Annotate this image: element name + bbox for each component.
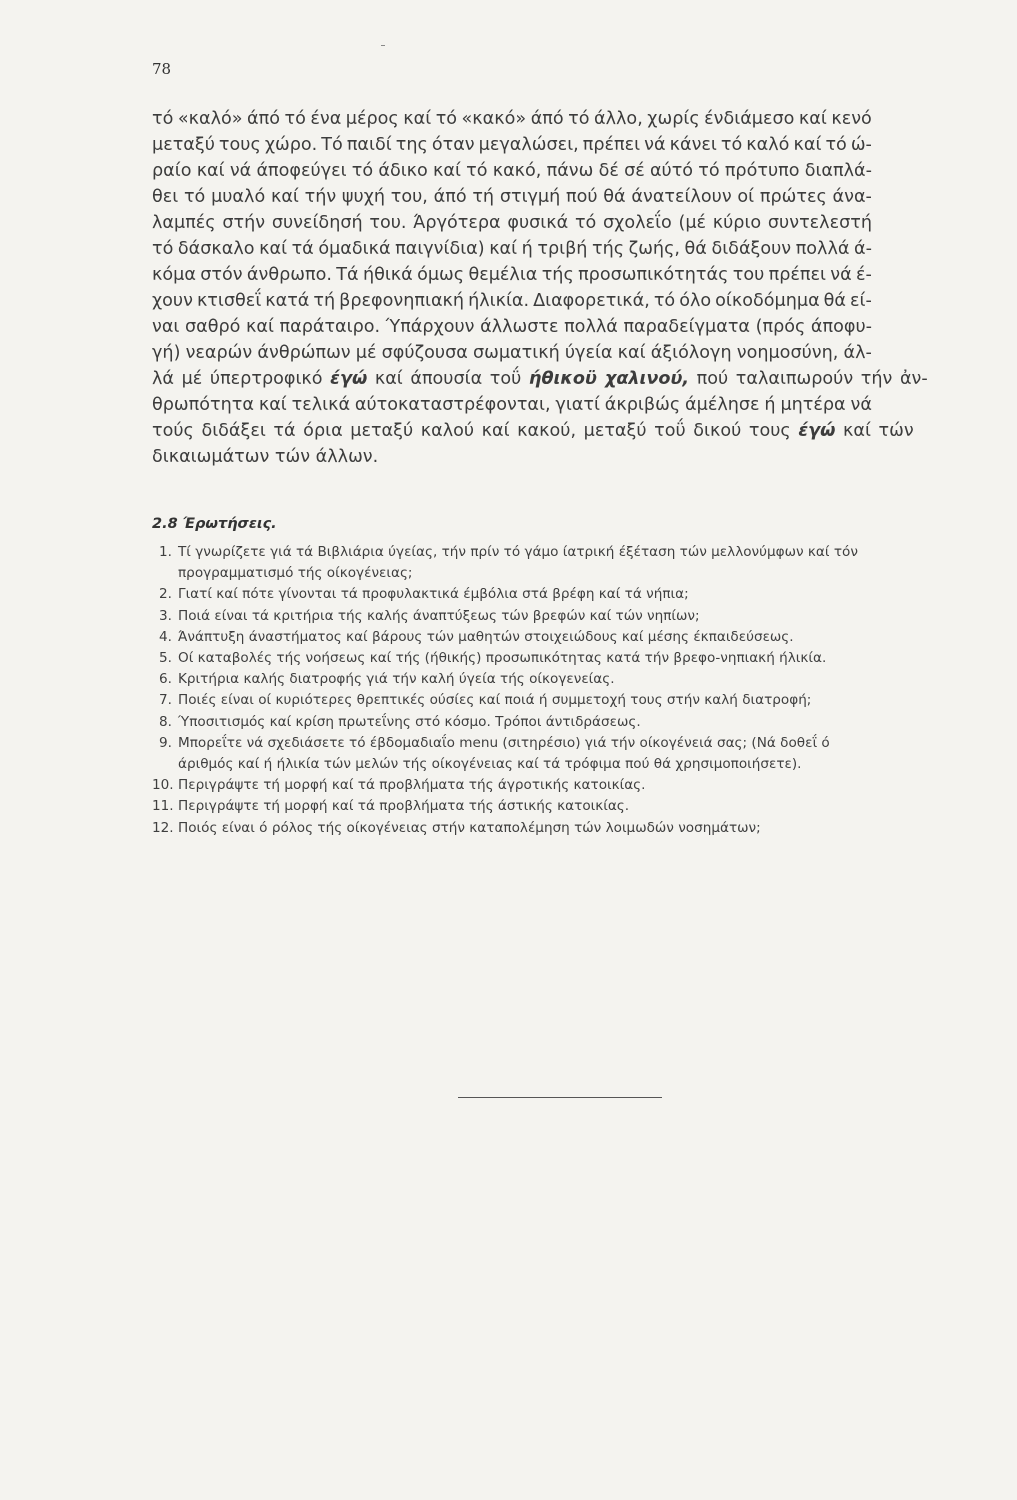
questions-list: [152, 542, 858, 839]
question-item: [152, 796, 852, 817]
question-text: Τί γνωρίζετε γιά τά Βιβλιάρια ύγείας, τήν πρίν τό γάμο ίατρική έξέταση τών μελλονύμφων καί τόν: [178, 544, 858, 560]
question-number: 8.: [159, 713, 172, 730]
question-item: [152, 542, 858, 584]
body-line: κόμα στόν άνθρωπο. Τά ήθικά όμως θεμέλια τής προσωπικότητάς του πρέπει νά έ-: [152, 265, 872, 285]
question-item: [152, 733, 852, 775]
question-item: [152, 606, 852, 627]
body-line: θει τό μυαλό καί τήν ψυχή του, άπό τή στιγμή πού θά άνατείλουν οί πρώτες άνα-: [152, 187, 872, 207]
question-number: 9.: [159, 734, 172, 751]
question-number: 12.: [152, 819, 174, 836]
question-item: [152, 627, 852, 648]
body-line: μεταξύ τους χώρο. Τό παιδί της όταν μεγαλώσει, πρέπει νά κάνει τό καλό καί τό ώ-: [152, 135, 872, 155]
body-line: τούς διδάξει τά όρια μεταξύ καλού καί κακού, μεταξύ τοΰ δικού τους έγώ καί τών: [152, 421, 914, 441]
body-line: ναι σαθρό καί παράταιρο. Ύπάρχουν άλλωστε πολλά παραδείγματα (πρός άποφυ-: [152, 317, 872, 337]
question-text: προγραμματισμό τής οίκογένειας;: [178, 565, 413, 582]
body-line: χουν κτισθεΐ κατά τή βρεφονηπιακή ήλικία. Διαφορετικά, τό όλο οίκοδόμημα θά εί-: [152, 291, 872, 311]
page-number: 78: [152, 60, 172, 78]
body-line: τό δάσκαλο καί τά όμαδικά παιγνίδια) καί ή τριβή τής ζωής, θά διδάξουν πολλά ά-: [152, 239, 872, 259]
body-line: γή) νεαρών άνθρώπων μέ σφύζουσα σωματική ύγεία καί άξιόλογη νοημοσύνη, άλ-: [152, 343, 872, 363]
question-text: Άνάπτυξη άναστήματος καί βάρους τών μαθητών στοιχειώδους καί μέσης έκπαιδεύσεως.: [178, 628, 794, 645]
question-item: [152, 818, 852, 839]
question-number: 5.: [159, 650, 172, 667]
question-number: 4.: [159, 628, 172, 645]
footer-rule: [458, 1097, 662, 1098]
body-line: ραίο καί νά άποφεύγει τό άδικο καί τό κακό, πάνω δέ σέ αύτό τό πρότυπο διαπλά-: [152, 161, 872, 181]
question-text: Ποιός είναι ό ρόλος τής οίκογένειας στήν καταπολέμηση τών λοιμωδών νοσημάτων;: [178, 819, 761, 836]
body-line: θρωπότητα καί τελικά αύτοκαταστρέφονται, γιατί άκριβώς άμέλησε ή μητέρα νά: [152, 395, 872, 415]
body-line: λαμπές στήν συνείδησή του. Άργότερα φυσικά τό σχολεΐο (μέ κύριο συντελεστή: [152, 213, 872, 233]
question-text: Γιατί καί πότε γίνονται τά προφυλακτικά έμβόλια στά βρέφη καί τά νήπια;: [178, 586, 689, 603]
question-text: Ποιά είναι τά κριτήρια τής καλής άναπτύξεως τών βρεφών καί τών νηπίων;: [178, 607, 700, 624]
body-line: τό «καλό» άπό τό ένα μέρος καί τό «κακό» άπό τό άλλο, χωρίς ένδιάμεσο καί κενό: [152, 109, 872, 129]
moral-restraint-emphasis: ήθικοϋ χαλινού,: [528, 369, 690, 389]
question-number: 3.: [159, 607, 172, 624]
question-number: 10.: [152, 777, 174, 794]
body-line: λά μέ ύπερτροφικό έγώ καί άπουσία τοΰ ήθικοϋ χαλινού, πού ταλαιπωρούν τήν ἀν-: [152, 369, 928, 389]
question-number: 7.: [159, 692, 172, 709]
ego-emphasis: έγώ: [330, 369, 368, 389]
body-paragraph: [152, 106, 928, 470]
body-line: δικαιωμάτων τών άλλων.: [152, 447, 379, 467]
scan-mark: [381, 45, 385, 46]
question-text: Οί καταβολές τής νοήσεως καί τής (ήθικής) προσωπικότητας κατά τήν βρεφο-νηπιακή ήλικία.: [178, 650, 827, 667]
ego-emphasis: έγώ: [798, 421, 836, 441]
question-item: [152, 648, 852, 669]
question-item: [152, 584, 852, 605]
section-heading: 2.8 Έρωτήσεις.: [152, 516, 277, 532]
question-number: 1.: [159, 544, 172, 560]
question-item: [152, 775, 852, 796]
question-item: [152, 712, 852, 733]
question-number: 2.: [159, 586, 172, 603]
question-text: άριθμός καί ή ήλικία τών μελών τής οίκογένειας καί τά τρόφιμα πού θά χρησιμοποιήσετε).: [178, 756, 802, 773]
question-text: Ποιές είναι οί κυριότερες θρεπτικές ούσίες καί ποιά ή συμμετοχή τους στήν καλή διατροφή;: [178, 692, 812, 709]
question-text: Κριτήρια καλής διατροφής γιά τήν καλή ύγεία τής οίκογενείας.: [178, 671, 615, 688]
question-text: Περιγράψτε τή μορφή καί τά προβλήματα τής άγροτικής κατοικίας.: [178, 777, 646, 794]
question-item: [152, 669, 852, 690]
question-item: [152, 690, 852, 711]
question-number: 11.: [152, 798, 174, 815]
question-text: Ύποσιτισμός καί κρίση πρωτεΐνης στό κόσμο. Τρόποι άντιδράσεως.: [178, 713, 641, 730]
question-text: Μπορεΐτε νά σχεδιάσετε τό έβδομαδιαΐο menu (σιτηρέσιο) γιά τήν οίκογένειά σας; (Νά δοθεΐ ό: [178, 734, 830, 751]
question-number: 6.: [159, 671, 172, 688]
question-text: Περιγράψτε τή μορφή καί τά προβλήματα τής άστικής κατοικίας.: [178, 798, 630, 815]
